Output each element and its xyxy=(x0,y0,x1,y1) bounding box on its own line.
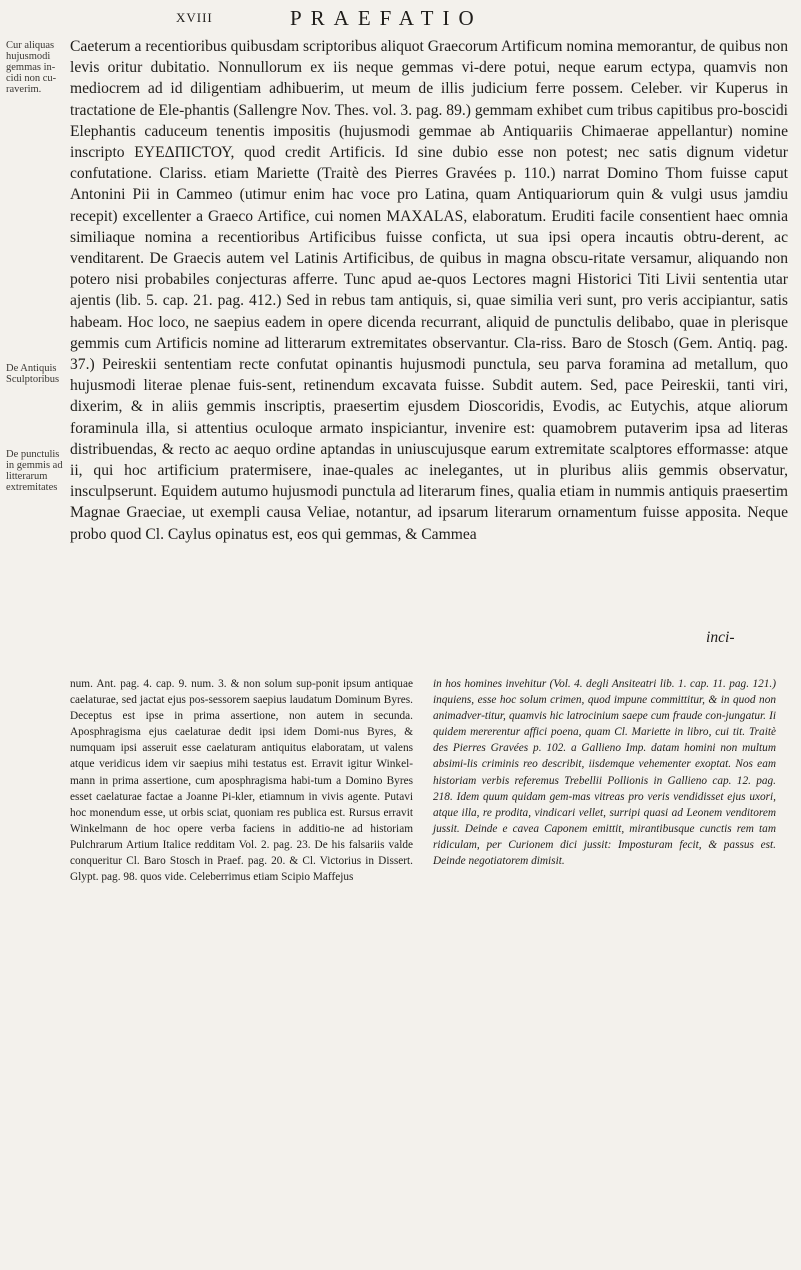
footnote-column-left xyxy=(70,676,413,885)
main-text-block xyxy=(70,36,788,545)
catchword: inci- xyxy=(706,629,735,646)
page-header xyxy=(0,6,801,34)
main-paragraph: Caeterum a recentioribus quibusdam scriptoribus aliquot Graecorum Artificum nomina memorantur, de quibus non levis oritur dubitatio. Nonnullorum ex iis neque gemmas vi-dere potui, neque earum ectypa, quamvis non mediocrem ad id diligentiam adhibuerim, ut meum de illis judicium ferre possem. Celeber. vir Kuperus in tractatione de Ele-phantis (Sallengre Nov. Thes. vol. 3. pag. 89.) gemmam exhibet cum tribus capitibus pro-boscidi Elephantis caduceum tenentis impositis (hujusmodi gemmae ab Antiquariis Chimaerae appellantur) nomine inscripto ΕΥΕΔΠΙCΤΟΥ, quod credit Artificis. Id sine dubio esse non potest; nec satis dignum videtur confutatione. Clariss. etiam Mariette (Traitè des Pierres Gravées p. 110.) narrat Domino Thom fuisse caput Antonini Pii in Cammeo (utimur enim hac voce pro Latina, quam Antiquariorum quin & vulgi usus jamdiu recepit) excellenter a Graeco Artifice, cui nomen MAXALAS, elaboratum. Eruditi facile consentient haec omnia similiaque nomina a recentioribus Artificibus fuisse conficta, ut sua ipsi opera incautis obtru-derent, ac venditarent. De Graecis autem vel Latinis Artificibus, de quibus in magna obscu-ritate versamur, aliquando non potero nisi probabiles conjecturas afferre. Tunc apud ae-quos Lectores magni Historici Titi Livii sententia utar ajentis (lib. 5. cap. 21. pag. 412.) Sed in rebus tam antiquis, si, quae similia veri sunt, pro veris accipiantur, satis habeam. Hoc loco, ne saepius eadem in opere dicenda recurrant, aliquid de punctulis delibabo, quae in plerisque gemmis cum Artificis nomine ad litterarum extremitates observantur. Cla-riss. Baro de Stosch (Gem. Antiq. pag. 37.) Peireskii sententiam recte confutat opinantis hujusmodi punctula, seu parva foramina ad metallum, quo hujusmodi literae plenae fuis-sent, retinendum excavata fuisse. Subdit autem. Sed, pace Peireskii, tanti viri, dixerim, & in aliis gemmis inscriptis, praesertim ejusdem Dioscoridis, Evodis, ac Eutychis, atque aliorum foraminula illa, si attentius oculoque armato inspiciantur, invenire est: quamobrem putaverim ipsa ad literas distribuendas, & recto ac aequo ordine aptandas in uniuscujusque earum extremitate scalptores efformasse: atque ii, qui hoc artificium pratermisere, inae-quales ac inelegantes, ut in pluribus aliis gemmis observatur, insculpserunt. Equidem autumo hujusmodi punctula ad literarum fines, qualia etiam in nummis antiquis praesertim Magnae Graeciae, ut exempli causa Veliae, notantur, ad ipsarum literarum ornamentum fuisse apposita. Neque probo quod Cl. Caylus opinatus est, eos qui gemmas, & Cammea xyxy=(70,38,788,543)
footnote-right-text: in hos homines invehitur (Vol. 4. degli Ansiteatri lib. 1. cap. 11. pag. 121.) inquiens, esse hoc solum crimen, quod impune committitur, & in quod non animadver-titur, quamvis hic latrocinium saepe cum fraude con-jungatur. Ii quidem mererentur affici poena, quam Cl. Mariette in libro, cui tit. Traitè des Pierres Gravées p. 102. a Gallieno Imp. datam homini non multum absimi-lis criminis reo describit, iisdemque vehementer exoptat. Nos eam historiam verbis referemus Trebellii Pollionis in Gallieno cap. 12. pag. 218. Idem quum quidam gem-mas vitreas pro veris vendidisset ejus uxori, atque illa, re prodita, vindicari vellet, surripi quasi ad Leonem venditorem jussit. Deinde e cavea Caponem emittit, mirantibusque cunctis rem tam ridiculam, per Curionem dici jussit: Imposturam fecit, & passus est. Deinde negotiatorem dimisit. xyxy=(433,678,776,868)
running-title: PRAEFATIO xyxy=(290,6,483,30)
margin-note-de-punctulis: De punctulis in gemmis ad litterarum extremitates xyxy=(6,449,63,493)
footnote-left-text: num. Ant. pag. 4. cap. 9. num. 3. & non solum sup-ponit ipsum antiquae caelaturae, sed jactat ejus pos-sessorem saepius laudatum Dominum Byres. Deceptus est ipse in prima assertione, non autem in secunda. Aposphragisma ejus caelaturae dedit ipsi idem Domi-nus Byres, & numquam ipsi asseruit esse caelaturam antiquitus elaboratam, ut valens atque veridicus idem vir saepius mihi testatus est. Erravit igitur Winkel-mann in prima assertione, cum aposphragisma habi-tum a Domino Byres esset caelaturae factae a Joanne Pi-kler, etiamnum in vivis agente. Putavi hoc monendum esse, ut orbis sciat, quoniam res publica est. Rursus erravit Winkelmann de hoc opere verba faciens in additio-ne ad historiam Pulchrarum Artium Italice redditam Vol. 2. pag. 23. De his falsariis valde conqueritur Cl. Baro Stosch in Praef. pag. 20. & Cl. Victorius in Dissert. Glypt. pag. 98. quos vide. Celeberrimus etiam Scipio Maffejus xyxy=(70,678,413,884)
margin-note-cur-aliquas: Cur aliquas hujusmodi gemmas in-cidi non cu-raverim. xyxy=(6,40,57,95)
footnote-column-right xyxy=(433,676,776,869)
page-number: XVIII xyxy=(176,10,213,25)
margin-note-de-antiquis: De Antiquis Sculptoribus xyxy=(6,363,60,385)
